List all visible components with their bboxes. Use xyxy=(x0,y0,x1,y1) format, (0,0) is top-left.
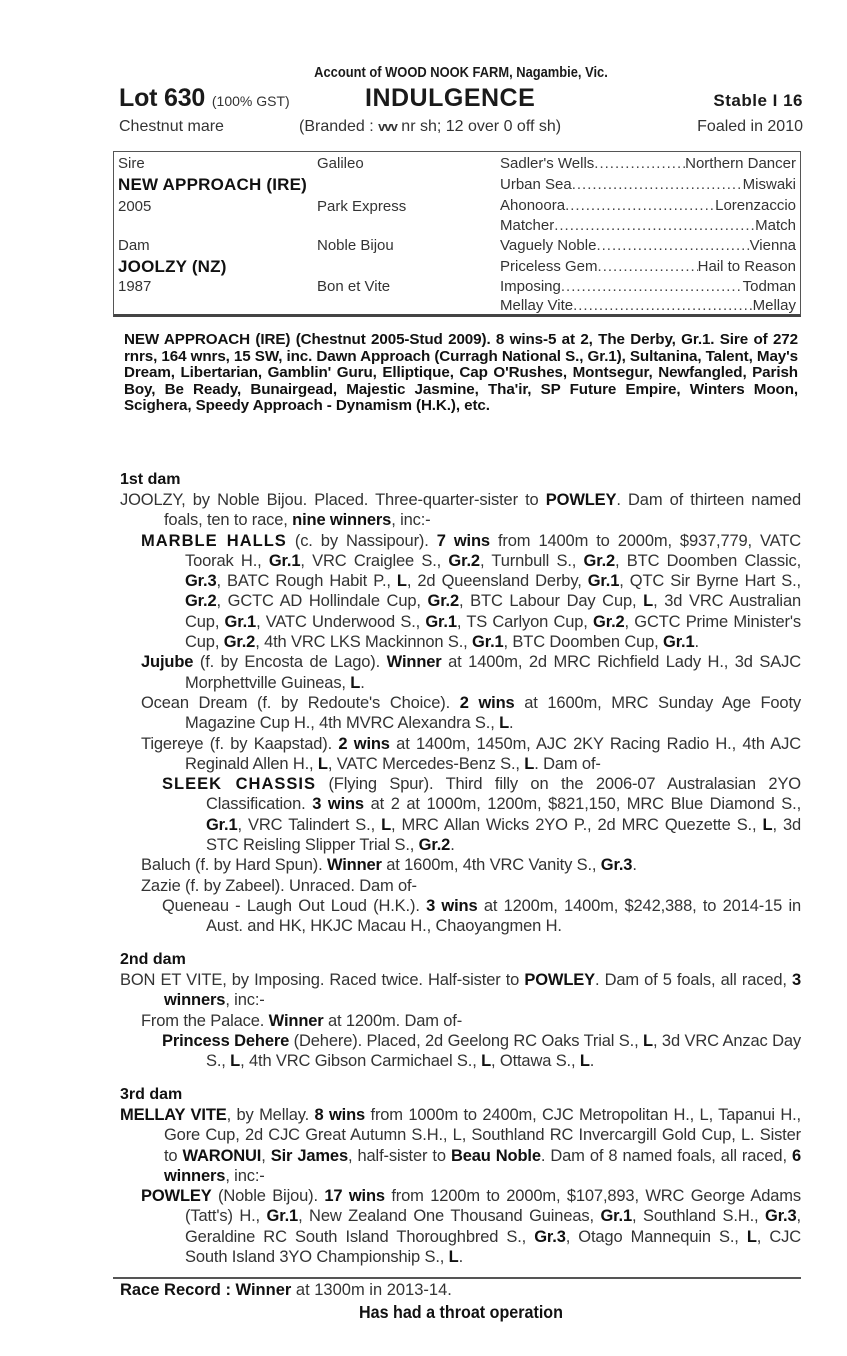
text: , MRC Allan Wicks 2YO P., 2d MRC Quezette S., xyxy=(391,815,763,834)
text: , GCTC Prime Minister's Cup, xyxy=(185,612,801,652)
bold-text: Gr.1 xyxy=(425,612,457,631)
bold-text: Gr.1 xyxy=(268,551,301,570)
text: at 1600m, 4th VRC Vanity S., xyxy=(381,856,601,875)
veterinary-note: Has had a throat operation xyxy=(359,1302,563,1322)
text: from 1200m to 2000m, $107,893, WRC George Adams (Tatt's) H., xyxy=(185,1187,801,1226)
bold-text: MARBLE HALLS xyxy=(141,531,287,550)
pedigree-entry xyxy=(141,531,802,653)
text: , VRC Talindert S., xyxy=(237,815,382,834)
race-record xyxy=(120,1281,452,1300)
bold-text: POWLEY xyxy=(141,1187,212,1206)
text: Tigereye (f. by Kaapstad). xyxy=(141,734,339,753)
text: Baluch (f. by Hard Spun). xyxy=(141,856,327,875)
text: , half-sister to xyxy=(348,1146,451,1165)
bold-text: L xyxy=(350,673,361,692)
bold-text: Winner xyxy=(326,856,382,875)
text: . xyxy=(694,633,699,652)
bold-text: Gr.1 xyxy=(472,633,504,652)
dam-year: 1987 xyxy=(118,278,152,295)
dam-name: JOOLZY (NZ) xyxy=(118,257,227,276)
pedigree-gen3-row xyxy=(500,297,796,314)
text: , inc:- xyxy=(225,1166,265,1185)
brand-mark-icon: vvv xyxy=(378,119,397,134)
text: at 1400m, 1450m, AJC 2KY Racing Radio H., 4th AJC Reginald Allen H., xyxy=(185,734,801,773)
bold-text: 3 wins xyxy=(426,897,478,915)
first-dam-title: 1st dam xyxy=(120,471,181,488)
gen3-sire: Imposing xyxy=(500,278,561,295)
gen3-sire: Sadler's Wells xyxy=(500,155,595,172)
bold-text: Gr.1 xyxy=(224,612,257,631)
dot-leader xyxy=(565,197,715,214)
text: . Dam of 8 named foals, all raced, xyxy=(540,1146,792,1165)
text: . xyxy=(509,714,514,733)
text: at 1200m. Dam of- xyxy=(323,1011,463,1030)
pedigree-gen3-row xyxy=(500,155,796,172)
bold-text: L xyxy=(317,754,328,773)
brand-info xyxy=(299,118,561,136)
dot-leader xyxy=(572,176,743,193)
text: , BATC Rough Habit P., xyxy=(216,572,397,591)
sire-sire: Galileo xyxy=(317,155,364,172)
bold-text: POWLEY xyxy=(545,491,617,509)
gen3-sire: Priceless Gem xyxy=(500,258,598,275)
text: Queneau - Laugh Out Loud (H.K.). xyxy=(162,897,427,915)
text: from 1000m to 2400m, CJC Metropolitan H., L, Tapanui H., Gore Cup, 2d CJC Great Autumn S.H., L, Southland RC Invercargill Gold Cup, L. Sister to xyxy=(164,1106,801,1165)
pedigree-gen3-row xyxy=(500,237,796,254)
pedigree-entry xyxy=(120,490,801,531)
bold-text: L xyxy=(448,1248,459,1267)
text: , VATC Mercedes-Benz S., xyxy=(327,754,525,773)
gst-note: (100% GST) xyxy=(211,93,290,109)
bold-text: Winner xyxy=(268,1011,324,1030)
pedigree-entry xyxy=(120,970,801,1011)
text: BON ET VITE, by Imposing. Raced twice. Half-sister to xyxy=(120,971,525,989)
second-dam-title: 2nd dam xyxy=(120,951,186,968)
text: , VATC Underwood S., xyxy=(256,612,426,631)
gen3-sire: Ahonoora xyxy=(500,197,566,214)
gen4-sire: Mellay xyxy=(752,297,796,314)
bold-text: 7 wins xyxy=(436,531,490,550)
dot-leader xyxy=(598,258,698,275)
foaled-year: Foaled in 2010 xyxy=(697,118,803,135)
text: , TS Carlyon Cup, xyxy=(456,612,594,631)
pedigree-entry xyxy=(141,734,801,775)
sire-name: NEW APPROACH (IRE) xyxy=(118,175,308,194)
text: , Southland S.H., xyxy=(632,1207,766,1226)
text: From the Palace. xyxy=(141,1011,269,1030)
text: , QTC Sir Byrne Hart S., xyxy=(619,572,801,591)
bold-text: Gr.2 xyxy=(593,612,625,631)
bold-text: WARONUI xyxy=(182,1146,262,1165)
bold-text: Gr.3 xyxy=(185,572,217,591)
bold-text: L xyxy=(396,572,407,591)
text: . xyxy=(360,673,365,692)
gen4-sire: Hail to Reason xyxy=(697,258,796,275)
dot-leader xyxy=(573,297,753,314)
bold-text: POWLEY xyxy=(524,971,595,989)
text: (f. by Encosta de Lago). xyxy=(193,653,387,672)
brand-prefix: (Branded : xyxy=(299,118,379,135)
text: , BTC Doomben Classic, xyxy=(615,551,802,570)
text: , 4th VRC Gibson Carmichael S., xyxy=(240,1052,482,1071)
lot-header xyxy=(119,84,803,116)
bold-text: 8 wins xyxy=(314,1106,366,1124)
bold-text: Gr.3 xyxy=(600,856,633,875)
footer-divider xyxy=(113,1277,801,1279)
text: (Dehere). Placed, 2d Geelong RC Oaks Trial S., xyxy=(289,1031,644,1050)
sire-dam: Park Express xyxy=(317,198,407,215)
pedigree-gen3-row xyxy=(500,176,796,193)
lot-number xyxy=(119,84,290,113)
third-dam-title: 3rd dam xyxy=(120,1086,183,1103)
pedigree-entry xyxy=(141,693,801,734)
pedigree-entry xyxy=(162,1031,801,1072)
bold-text: nine winners xyxy=(292,511,392,530)
text: , GCTC AD Hollindale Cup, xyxy=(216,592,428,611)
bold-text: L xyxy=(481,1052,492,1071)
text: , BTC Doomben Cup, xyxy=(503,633,664,652)
bold-text: Gr.2 xyxy=(583,551,616,570)
text: , BTC Labour Day Cup, xyxy=(459,592,644,611)
stable-location: Stable I 16 xyxy=(713,91,803,110)
text: . xyxy=(632,856,637,875)
dam-dam: Bon et Vite xyxy=(317,278,391,295)
bold-text: L xyxy=(579,1052,590,1071)
pedigree-entry xyxy=(162,774,802,855)
gen4-sire: Todman xyxy=(742,278,796,295)
brand-suffix: nr sh; 12 over 0 off sh) xyxy=(396,118,562,135)
text: . xyxy=(589,1052,595,1071)
text: , Turnbull S., xyxy=(479,551,584,570)
text: , inc:- xyxy=(225,991,265,1010)
text: (c. by Nassipour). xyxy=(286,531,437,550)
text: . xyxy=(450,836,455,855)
pedigree-entry xyxy=(141,1011,801,1031)
gen4-sire: Miswaki xyxy=(742,176,796,193)
bold-text: 6 winners xyxy=(164,1146,801,1185)
bold-text: L xyxy=(499,714,510,733)
bold-text: SLEEK CHASSIS xyxy=(162,775,316,794)
bold-text: Gr.1 xyxy=(600,1207,632,1226)
text: at 1600m, MRC Sunday Age Footy Magazine Cup H., 4th MVRC Alexandra S., xyxy=(185,694,801,733)
bold-text: 3 wins xyxy=(312,795,364,814)
text: , VRC Craiglee S., xyxy=(300,551,449,570)
dot-leader xyxy=(561,278,743,295)
text: . Dam of- xyxy=(534,754,601,773)
pedigree-table xyxy=(113,151,801,317)
text: (Noble Bijou). xyxy=(211,1187,325,1206)
gen4-sire: Vienna xyxy=(749,237,796,254)
bold-text: Winner xyxy=(386,653,442,672)
colour-sex: Chestnut mare xyxy=(119,118,224,135)
gen3-sire: Matcher xyxy=(500,217,555,234)
sire-label: Sire xyxy=(118,155,145,172)
pedigree-gen3-row xyxy=(500,217,796,234)
text: from 1400m to 2000m, $937,779, VATC Toorak H., xyxy=(185,531,802,570)
text: , Ottawa S., xyxy=(491,1052,580,1071)
pedigree-gen3-row xyxy=(500,197,796,214)
gen4-sire: Lorenzaccio xyxy=(715,197,796,214)
text: , New Zealand One Thousand Guineas, xyxy=(298,1207,601,1226)
pedigree-gen3-row xyxy=(500,278,796,295)
text: at 1400m, 2d MRC Richfield Lady H., 3d SAJC Morphettville Guineas, xyxy=(185,653,801,692)
text: , Geraldine RC South Island Thoroughbred S., xyxy=(185,1207,801,1246)
bold-text: 2 wins xyxy=(338,734,390,753)
text: , 3d VRC Australian Cup, xyxy=(185,592,802,631)
gen3-sire: Vaguely Noble xyxy=(500,237,597,254)
bold-text: Jujube xyxy=(141,653,194,672)
bold-text: L xyxy=(524,754,535,773)
sire-year: 2005 xyxy=(118,198,152,215)
pedigree-entry xyxy=(162,896,801,937)
dot-leader xyxy=(594,155,685,172)
bold-text: L xyxy=(643,1031,653,1050)
bold-text: Gr.2 xyxy=(418,836,451,855)
text: , Otago Mannequin S., xyxy=(565,1227,747,1246)
bold-text: Princess Dehere xyxy=(162,1031,290,1050)
sire-summary: NEW APPROACH (IRE) (Chestnut 2005-Stud 2009). 8 wins-5 at 2, The Derby, Gr.1. Sire of 272 rnrs, 164 wnrs, 15 SW, inc. Dawn Approach (Curragh National S., Gr.1), Sultanina, Talent, May's Dream, Libertarian, Gamblin' Guru, Elliptique, Cap O'Rushes, Montsegur, Newfangled, Parish Boy, Be Ready, Bunairgead, Majestic Jasmine, Tha'ir, SP Future Empire, Winters Moon, Scighera, Speedy Approach - Dynamism (H.K.), etc. xyxy=(124,331,798,414)
bold-text: L xyxy=(762,815,773,834)
race-record-label: Race Record : Winner xyxy=(120,1281,292,1299)
bold-text: 17 wins xyxy=(324,1187,385,1206)
pedigree-entry xyxy=(120,1105,801,1186)
text: , xyxy=(261,1146,271,1165)
bold-text: L xyxy=(381,815,392,834)
text: , CJC South Island 3YO Championship S., xyxy=(185,1227,801,1267)
gen3-sire: Urban Sea xyxy=(500,176,572,193)
pedigree-entry xyxy=(141,652,801,693)
text: . Dam of thirteen named foals, ten to race, xyxy=(164,491,801,530)
pedigree-gen3-row xyxy=(500,258,796,275)
pedigree-entry xyxy=(141,876,801,896)
dam-label: Dam xyxy=(118,237,150,254)
pedigree-entry xyxy=(141,1186,801,1267)
bold-text: 3 winners xyxy=(164,971,801,1010)
bold-text: Gr.1 xyxy=(266,1207,299,1226)
text: , 3d STC Reisling Slipper Trial S., xyxy=(206,815,802,855)
bold-text: Gr.1 xyxy=(206,815,238,834)
bold-text: Gr.2 xyxy=(448,551,480,570)
text: , 3d VRC Anzac Day S., xyxy=(206,1031,801,1071)
dam-sire: Noble Bijou xyxy=(317,237,394,254)
text: Ocean Dream (f. by Redoute's Choice). xyxy=(141,694,460,712)
bold-text: L xyxy=(746,1227,757,1246)
bold-text: Gr.1 xyxy=(663,633,695,652)
race-record-text: at 1300m in 2013-14. xyxy=(291,1281,452,1299)
bold-text: MELLAY VITE xyxy=(120,1106,227,1124)
dot-leader xyxy=(596,237,749,254)
bold-text: Sir James xyxy=(270,1146,348,1165)
bold-text: Gr.1 xyxy=(587,572,620,591)
text: . xyxy=(458,1248,464,1267)
gen4-sire: Northern Dancer xyxy=(685,155,796,172)
pedigree-entry xyxy=(141,855,801,875)
text: Zazie (f. by Zabeel). Unraced. Dam of- xyxy=(141,876,417,895)
horse-name: INDULGENCE xyxy=(365,84,536,112)
text: . Dam of 5 foals, all raced, xyxy=(594,971,792,989)
text: , inc:- xyxy=(391,511,431,530)
bold-text: 2 wins xyxy=(459,694,515,712)
bold-text: Gr.3 xyxy=(534,1227,566,1246)
bold-text: L xyxy=(230,1052,241,1071)
text: JOOLZY, by Noble Bijou. Placed. Three-quarter-sister to xyxy=(120,491,546,509)
lot-label: Lot 630 xyxy=(119,84,206,112)
bold-text: Beau Noble xyxy=(450,1146,541,1165)
text: , by Mellay. xyxy=(226,1106,315,1124)
bold-text: L xyxy=(643,592,654,611)
bold-text: Gr.2 xyxy=(427,592,460,611)
text: (Flying Spur). Third filly on the 2006-07 Australasian 2YO Classification. xyxy=(206,775,801,814)
vendor-account: Account of WOOD NOOK FARM, Nagambie, Vic. xyxy=(314,64,608,81)
bold-text: Gr.2 xyxy=(223,633,256,652)
bold-text: Gr.3 xyxy=(765,1207,797,1226)
dot-leader xyxy=(554,217,755,234)
gen3-sire: Mellay Vite xyxy=(500,297,574,314)
text: at 1200m, 1400m, $242,388, to 2014-15 in Aust. and HK, HKJC Macau H., Chaoyangmen H. xyxy=(206,897,801,936)
text: at 2 at 1000m, 1200m, $821,150, MRC Blue Diamond S., xyxy=(363,795,802,814)
bold-text: Gr.2 xyxy=(185,592,217,611)
gen4-sire: Match xyxy=(755,217,796,234)
text: , 4th VRC LKS Mackinnon S., xyxy=(255,633,473,652)
text: , 2d Queensland Derby, xyxy=(406,572,588,591)
